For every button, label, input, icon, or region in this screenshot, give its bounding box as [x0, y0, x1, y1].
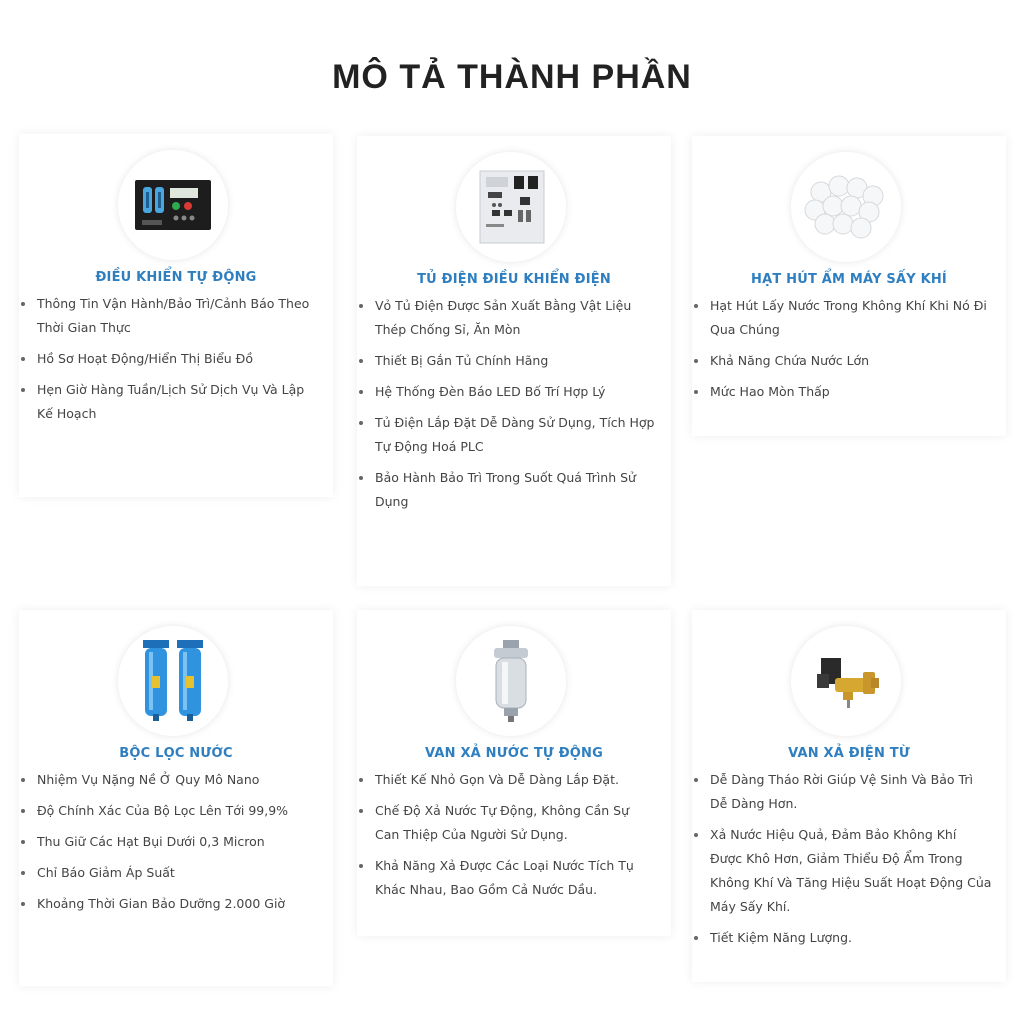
list-item: Dễ Dàng Tháo Rời Giúp Vệ Sinh Và Bảo Trì Dễ Dàng Hơn.: [692, 768, 992, 816]
controller-panel-icon: [118, 150, 228, 260]
list-item: Khả Năng Chứa Nước Lớn: [692, 349, 992, 373]
card-title: HẠT HÚT ẨM MÁY SẤY KHÍ: [751, 272, 947, 287]
component-card-water-filter: [19, 610, 333, 986]
card-title: TỦ ĐIỆN ĐIỀU KHIỂN ĐIỆN: [417, 272, 611, 287]
feature-list: [19, 292, 333, 433]
solenoid-drain-valve-icon: [791, 626, 901, 736]
list-item: Thông Tin Vận Hành/Bảo Trì/Cảnh Báo Theo Thời Gian Thực: [19, 292, 319, 340]
page-title: MÔ TẢ THÀNH PHẦN: [332, 58, 692, 96]
card-title: BỘC LỌC NƯỚC: [119, 746, 233, 761]
electrical-cabinet-icon: [456, 152, 566, 262]
list-item: Nhiệm Vụ Nặng Nề Ở Quy Mô Nano: [19, 768, 319, 792]
desiccant-beads-icon: [791, 152, 901, 262]
component-card-desiccant: [692, 136, 1006, 436]
list-item: Khả Năng Xả Được Các Loại Nước Tích Tụ Khác Nhau, Bao Gồm Cả Nước Dầu.: [357, 854, 657, 902]
card-title: VAN XẢ ĐIỆN TỪ: [788, 746, 910, 761]
list-item: Hệ Thống Đèn Báo LED Bố Trí Hợp Lý: [357, 380, 657, 404]
feature-list: [357, 768, 671, 909]
list-item: Xả Nước Hiệu Quả, Đảm Bảo Không Khí Được Khô Hơn, Giảm Thiểu Độ Ẩm Trong Không Khí Và Tăng Hiệu Suất Hoạt Động Của Máy Sấy Khí.: [692, 823, 992, 919]
card-title: VAN XẢ NƯỚC TỰ ĐỘNG: [425, 746, 603, 761]
component-card-solenoid-drain: [692, 610, 1006, 982]
list-item: Thiết Kế Nhỏ Gọn Và Dễ Dàng Lắp Đặt.: [357, 768, 657, 792]
list-item: Độ Chính Xác Của Bộ Lọc Lên Tới 99,9%: [19, 799, 319, 823]
feature-list: [357, 294, 671, 521]
auto-drain-valve-icon: [456, 626, 566, 736]
feature-list: [692, 768, 1006, 957]
list-item: Thu Giữ Các Hạt Bụi Dưới 0,3 Micron: [19, 830, 319, 854]
feature-list: [19, 768, 333, 923]
list-item: Hồ Sơ Hoạt Động/Hiển Thị Biểu Đồ: [19, 347, 319, 371]
list-item: Mức Hao Mòn Thấp: [692, 380, 992, 404]
list-item: Tủ Điện Lắp Đặt Dễ Dàng Sử Dụng, Tích Hợp Tự Động Hoá PLC: [357, 411, 657, 459]
list-item: Vỏ Tủ Điện Được Sản Xuất Bằng Vật Liệu Thép Chống Sỉ, Ăn Mòn: [357, 294, 657, 342]
feature-list: [692, 294, 1006, 411]
list-item: Chỉ Báo Giảm Áp Suất: [19, 861, 319, 885]
component-card-controller: [19, 134, 333, 497]
list-item: Hẹn Giờ Hàng Tuần/Lịch Sử Dịch Vụ Và Lập Kế Hoạch: [19, 378, 319, 426]
list-item: Hạt Hút Lấy Nước Trong Không Khí Khi Nó Đi Qua Chúng: [692, 294, 992, 342]
list-item: Chế Độ Xả Nước Tự Động, Không Cần Sự Can Thiệp Của Người Sử Dụng.: [357, 799, 657, 847]
component-card-cabinet: [357, 136, 671, 586]
component-card-auto-drain: [357, 610, 671, 936]
list-item: Tiết Kiệm Năng Lượng.: [692, 926, 992, 950]
list-item: Thiết Bị Gắn Tủ Chính Hãng: [357, 349, 657, 373]
card-title: ĐIỀU KHIỂN TỰ ĐỘNG: [95, 270, 257, 285]
water-filter-icon: [118, 626, 228, 736]
list-item: Bảo Hành Bảo Trì Trong Suốt Quá Trình Sử Dụng: [357, 466, 657, 514]
list-item: Khoảng Thời Gian Bảo Dưỡng 2.000 Giờ: [19, 892, 319, 916]
